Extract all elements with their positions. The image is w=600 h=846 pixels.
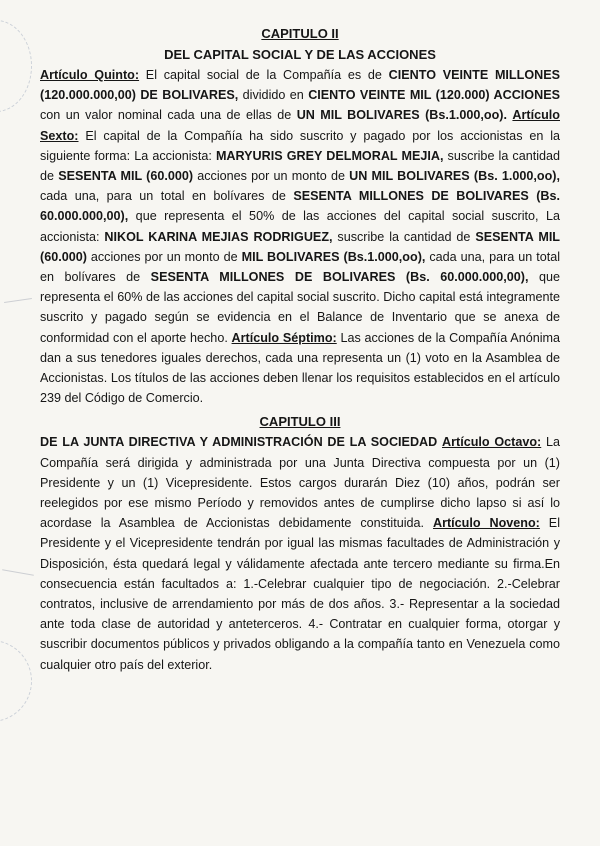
bold-segment: SESENTA MILLONES DE BOLIVARES (Bs. 60.000.000,00), <box>40 189 561 224</box>
chapter-2-title: CAPITULO II <box>261 26 339 41</box>
text-segment: cada una, para un total en bolívares de <box>40 249 561 285</box>
article-5-label: Artículo Quinto: <box>40 68 140 82</box>
bold-segment: CIENTO VEINTE MILLONES (120.000.000,00) DE BOLIVARES, <box>40 68 561 103</box>
text-segment: El capital social de la Compañía es de <box>139 68 389 82</box>
text-segment: La Compañía será dirigida y administrada por una Junta Directiva compuesta por un (1) Presidente y un (1) Vicepresidente. Estos cargos durarán Diez (10) años, podrán ser reelegidos por ese mismo Período y removidos antes de cumplirse dicho lapso si así lo acordase la Asamblea de Accionistas debidamente constituida. <box>40 435 561 531</box>
bold-segment: UN MIL BOLIVARES (Bs.1.000,oo). <box>296 108 507 123</box>
bold-segment: UN MIL BOLIVARES (Bs. 1.000,oo), <box>349 169 560 184</box>
bold-segment: SESENTA MIL (60.000) <box>58 169 194 184</box>
chapter-3-subtitle: DE LA JUNTA DIRECTIVA Y ADMINISTRACIÓN DE LA SOCIEDAD <box>40 435 438 450</box>
bold-segment: SESENTA MILLONES DE BOLIVARES (Bs. 60.000.000,00), <box>150 270 529 285</box>
bold-segment: MIL BOLIVARES (Bs.1.000,oo), <box>241 249 426 264</box>
text-segment: que representa el 60% de las acciones del capital social suscrito. Dicho capital está integramente suscrito y pagado según se evidencia en el Balance de Inventario que se anexa de conformidad con el aporte hecho. <box>40 270 560 345</box>
scan-mark <box>4 298 32 303</box>
bold-segment: NIKOL KARINA MEJIAS RODRIGUEZ, <box>104 229 333 244</box>
scan-mark <box>2 569 34 576</box>
document-body <box>40 24 560 675</box>
article-8-label: Artículo Octavo: <box>442 435 542 450</box>
text-segment: cada una, para un total en bolívares de <box>40 189 294 204</box>
chapter-2-text <box>40 65 560 408</box>
bold-segment: MARYURIS GREY DELMORAL MEJIA, <box>215 148 444 163</box>
text-segment: acciones por un monto de <box>86 249 242 264</box>
stamp-mark-icon <box>0 640 32 722</box>
article-9-label: Artículo Noveno: <box>432 516 540 531</box>
text-segment: suscribe la cantidad de <box>332 229 476 244</box>
text-segment: que representa el 50% de las acciones del capital social suscrito, La accionista: <box>40 209 560 244</box>
bold-segment: SESENTA MIL (60.000) <box>40 229 561 264</box>
bold-segment: CIENTO VEINTE MIL (120.000) ACCIONES <box>308 88 560 103</box>
text-segment: Las acciones de la Compañía Anónima dan a sus tenedores iguales derechos, cada una representa un (1) voto en la Asamblea de Accionistas. Los títulos de las acciones deben llenar los requisitos establecidos en el artículo 239 del Código de Comercio. <box>40 330 560 406</box>
chapter-2-subtitle: DEL CAPITAL SOCIAL Y DE LAS ACCIONES <box>164 47 436 62</box>
text-segment: con un valor nominal cada una de ellas de <box>40 108 297 123</box>
article-6-label: Artículo Sexto: <box>40 108 560 143</box>
chapter-3-title: CAPITULO III <box>259 414 341 430</box>
text-segment: dividido en <box>238 88 309 103</box>
article-7-label: Artículo Séptimo: <box>231 330 337 345</box>
text-segment: suscribe la cantidad de <box>40 148 561 184</box>
stamp-mark-icon <box>0 20 32 112</box>
text-segment: El Presidente y el Vicepresidente tendrán por igual las mismas facultades de Administración y Disposición, ésta quedará legal y válidamente afectada ante tercero mediante su firma.En consecuencia están facultados a: 1.-Celebrar cualquier tipo de negociación. 2.-Celebrar contratos, inclusive de arrendamiento por más de dos años. 3.- Representar a la sociedad ante toda clase de autoridad y anteterceros. 4.- Contratar en cualquier forma, otorgar y suscribir documentos públicos y privados obligando a la compañía tanto en Venezuela como cualquier otro país del exterior. <box>40 516 561 672</box>
text-segment: El capital de la Compañía ha sido suscrito y pagado por los accionistas en la siguiente forma: La accionista: <box>40 128 560 163</box>
chapter-3-text <box>40 432 560 674</box>
text-segment: acciones por un monto de <box>193 169 350 184</box>
